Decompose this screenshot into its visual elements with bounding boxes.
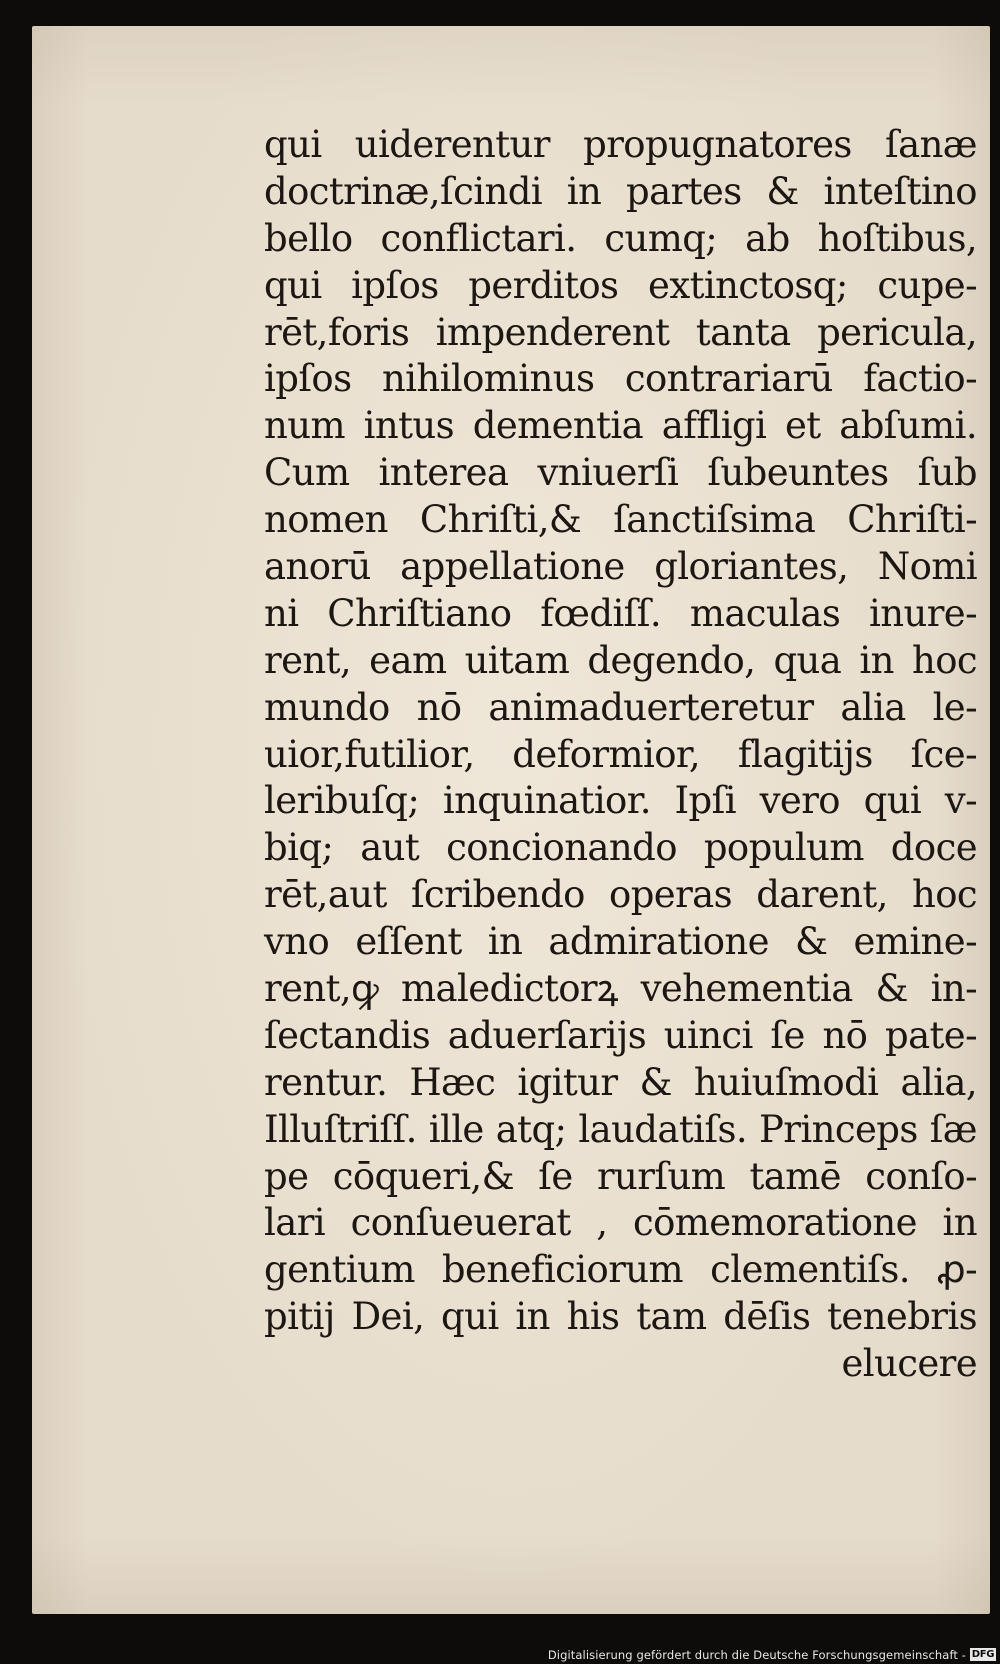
text-line: qui uiderentur propugnatores ſanæ [264, 123, 977, 166]
text-line: qui ipſos perditos extinctosq; cupe- [264, 263, 977, 307]
text-line: pitij Dei, qui in his tam dēſis tenebris [264, 1295, 977, 1339]
text-line: lari conſueuerat , cōmemoratione in [264, 1201, 977, 1245]
book-page [32, 26, 990, 1614]
text-line: Illuſtriſſ. ille atq; laudatiſs. Princeps ſæ [264, 1107, 977, 1151]
text-line: biq; aut concionando populum doce [264, 826, 977, 870]
text-line: Cum interea vniuerſi ſubeuntes ſub [264, 451, 977, 495]
text-line: rēt,foris impenderent tanta pericula, [264, 310, 977, 354]
text-line: ſectandis aduerſarijs uinci ſe nō pate- [264, 1013, 977, 1057]
text-line: bello conflictari. cumq; ab hoſtibus, [264, 216, 977, 260]
page-text-block [264, 122, 977, 1388]
text-line: doctrinæ,ſcindi in partes & inteſtino [264, 169, 977, 213]
text-line: rēt,aut ſcribendo operas darent, hoc [264, 873, 977, 917]
text-line: rentur. Hæc igitur & huiuſmodi alia, [264, 1060, 977, 1104]
text-line: leribuſq; inquinatior. Ipſi vero qui v- [264, 779, 977, 823]
text-line: gentium beneficiorum clementiſs. ꝓ- [264, 1248, 977, 1292]
text-line: uior,futilior, deformior, flagitijs ſce- [264, 732, 977, 776]
dfg-logo-icon: DFG [971, 1649, 995, 1660]
text-line: mundo nō animaduerteretur alia le- [264, 685, 977, 729]
text-line: rent,ꝙ maledictorꝝ vehementia & in- [264, 967, 977, 1011]
text-line: ni Chriſtiano fœdiſſ. maculas inure- [264, 591, 977, 635]
funding-credit: Digitalisierung gefördert durch die Deutsche Forschungsgemeinschaft - [547, 1648, 966, 1662]
text-line: nomen Chriſti,& ſanctiſsima Chriſti- [264, 498, 977, 542]
text-line: rent, eam uitam degendo, qua in hoc [264, 638, 977, 682]
catchword: elucere [841, 1342, 977, 1386]
text-line: num intus dementia affligi et abſumi. [264, 404, 977, 448]
text-line: anorū appellatione gloriantes, Nomi [264, 545, 977, 589]
text-line: vno eſſent in admiratione & emine- [264, 920, 977, 964]
text-line: pe cōqueri,& ſe rurſum tamē conſo- [264, 1154, 977, 1198]
text-line: ipſos nihilominus contrariarū factio- [264, 357, 977, 401]
